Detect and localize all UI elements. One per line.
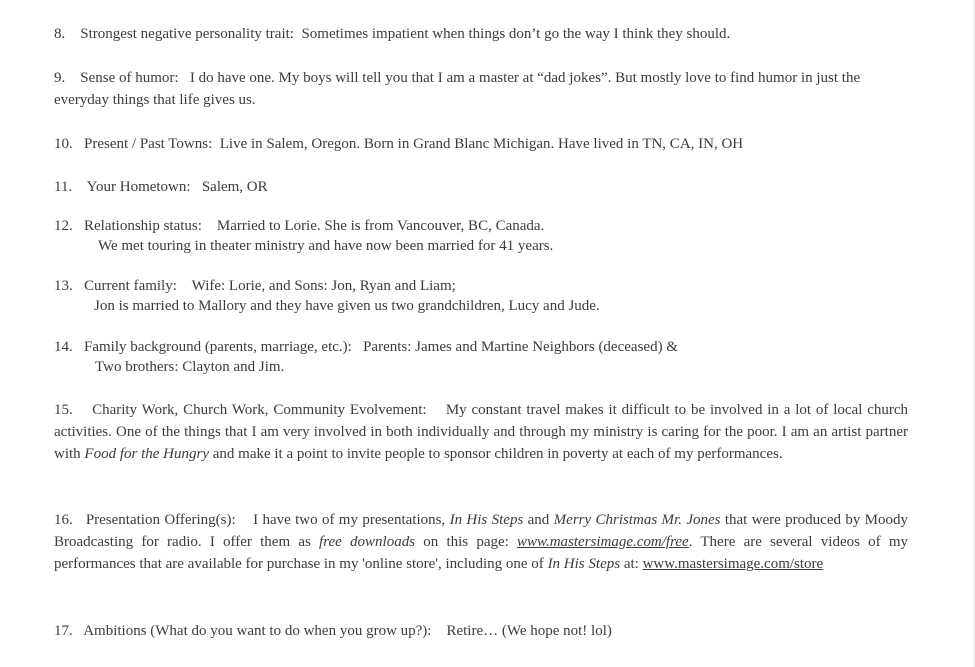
item-text: at: xyxy=(623,556,639,572)
item-text: Sometimes impatient when things don’t go the way I think they should. xyxy=(301,26,731,42)
list-item-11 xyxy=(54,176,908,198)
presentation-title: In His Steps xyxy=(449,512,524,528)
list-item-16 xyxy=(54,509,908,575)
item-text: that were produced by Moody Broadcasting for radio. I offer them as xyxy=(54,512,909,550)
item-number: 14. xyxy=(54,339,73,355)
item-continuation: We met touring in theater ministry and have now been married for 41 years. xyxy=(98,238,554,254)
list-item-13 xyxy=(54,276,908,316)
item-text: and xyxy=(527,512,550,528)
item-text: Wife: Lorie, and Sons: Jon, Ryan and Liam; xyxy=(191,278,456,294)
presentation-title: In His Steps xyxy=(547,556,621,572)
item-label: Presentation Offering(s): xyxy=(85,512,236,528)
item-first-line xyxy=(54,276,908,296)
list-item-15 xyxy=(54,399,908,465)
item-number: 11. xyxy=(54,179,73,195)
item-label: Ambitions (What do you want to do when you grow up?): xyxy=(83,623,432,639)
item-label: Strongest negative personality trait: xyxy=(80,26,294,42)
item-number: 9. xyxy=(54,70,66,86)
item-label: Current family: xyxy=(84,278,177,294)
item-label: Present / Past Towns: xyxy=(84,136,213,152)
item-text: Live in Salem, Oregon. Born in Grand Blanc Michigan. Have lived in TN, CA, IN, OH xyxy=(219,136,744,152)
online-store-link[interactable]: www.mastersimage.com/store xyxy=(642,556,824,572)
item-number: 15. xyxy=(54,402,73,418)
item-number: 10. xyxy=(54,136,73,152)
item-text: Salem, OR xyxy=(201,179,268,195)
item-text: Retire… (We hope not! lol) xyxy=(446,623,612,639)
item-text: I have two of my presentations, xyxy=(253,512,446,528)
free-downloads-link-text: www.mastersimage.com/free xyxy=(517,534,689,550)
item-label: Charity Work, Church Work, Community Evolvement: xyxy=(92,402,427,418)
item-text: I do have one. My boys will tell you that I am a master at “dad jokes”. But mostly love to find humor in just the everyday things that life gives us. xyxy=(54,70,861,108)
item-continuation: Two brothers: Clayton and Jim. xyxy=(95,359,285,375)
item-label: Sense of humor: xyxy=(80,70,179,86)
list-item-17 xyxy=(54,620,908,642)
item-label: Your Hometown: xyxy=(86,179,191,195)
list-item-9 xyxy=(54,67,908,111)
list-item-12 xyxy=(54,216,908,256)
presentation-title: Merry Christmas Mr. Jones xyxy=(553,512,721,528)
organization-name: Food for the Hungry xyxy=(84,446,209,462)
item-text: and make it a point to invite people to sponsor children in poverty at each of my performances. xyxy=(212,446,783,462)
item-label: Relationship status: xyxy=(84,218,202,234)
item-number: 16. xyxy=(54,512,73,528)
item-text: . There are several videos of my performances that are available for purchase in my 'online store', including one of xyxy=(54,534,909,572)
list-item-8 xyxy=(54,23,908,45)
item-first-line xyxy=(54,337,908,357)
item-text: Married to Lorie. She is from Vancouver, BC, Canada. xyxy=(216,218,545,234)
item-first-line xyxy=(54,216,908,236)
item-text: on this page: xyxy=(423,534,509,550)
free-downloads-link[interactable] xyxy=(517,534,689,550)
item-text: Parents: James and Martine Neighbors (deceased) & xyxy=(363,339,678,355)
free-downloads-text: free downloads xyxy=(319,534,416,550)
item-number: 8. xyxy=(54,26,66,42)
item-continuation: Jon is married to Mallory and they have given us two grandchildren, Lucy and Jude. xyxy=(94,298,600,314)
item-number: 13. xyxy=(54,278,73,294)
item-label: Family background (parents, marriage, etc.): xyxy=(84,339,352,355)
item-number: 12. xyxy=(54,218,73,234)
item-text: My constant travel makes it difficult to be involved in a lot of local church activities. One of the things that I am very involved in both individually and through my ministry is caring for the poor. I am an artist partner with xyxy=(54,402,909,462)
list-item-10 xyxy=(54,133,908,155)
list-item-14 xyxy=(54,337,908,377)
item-number: 17. xyxy=(54,623,73,639)
